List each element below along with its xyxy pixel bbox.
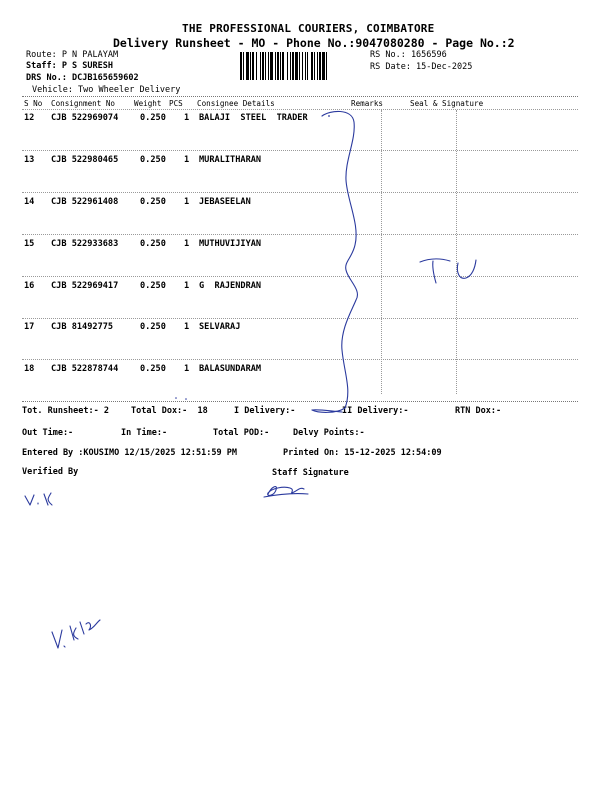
consignment-no: CJB 522969417 [51, 281, 119, 291]
staff-label: Staff: P S SURESH [26, 61, 113, 71]
verified-initials [25, 493, 52, 505]
consignment-no: CJB 81492775 [51, 322, 114, 332]
col-remarks: Remarks [351, 99, 384, 108]
route-label: Route: P N PALAYAM [26, 50, 119, 60]
bottom-scrawl [52, 620, 100, 648]
sno: 16 [24, 281, 35, 291]
pcs: 1 [184, 155, 190, 165]
col-consignee: Consignee Details [197, 99, 275, 108]
out-time: Out Time:- [22, 428, 74, 438]
pcs: 1 [184, 197, 190, 207]
weight: 0.250 [140, 281, 166, 291]
consignee: BALASUNDARAM [199, 364, 262, 374]
rs-date: RS Date: 15-Dec-2025 [370, 62, 473, 72]
pcs: 1 [184, 364, 190, 374]
col-consignment: Consignment No [51, 99, 116, 108]
pcs: 1 [184, 113, 190, 123]
sno: 12 [24, 113, 35, 123]
consignee: G RAJENDRAN [199, 281, 262, 291]
weight: 0.250 [140, 113, 166, 123]
total-runsheet: Tot. Runsheet:- 2 [22, 406, 109, 416]
sno: 14 [24, 197, 35, 207]
entered-by: Entered By :KOUSIMO 12/15/2025 12:51:59 PM [22, 448, 237, 458]
pcs: 1 [184, 239, 190, 249]
total-pod: Total POD:- [213, 428, 270, 438]
bracket-mark [312, 111, 357, 412]
weight: 0.250 [140, 364, 166, 374]
consignment-no: CJB 522980465 [51, 155, 119, 165]
in-time: In Time:- [121, 428, 168, 438]
rs-number: RS No.: 1656596 [370, 50, 447, 60]
sno: 15 [24, 239, 35, 249]
staff-signature-scribble [264, 487, 308, 497]
consignee: SELVARAJ [199, 322, 241, 332]
consignment-no: CJB 522878744 [51, 364, 119, 374]
company-title: THE PROFESSIONAL COURIERS, COIMBATORE [182, 22, 435, 35]
total-dox: Total Dox:- 18 [131, 406, 208, 416]
sno: 18 [24, 364, 35, 374]
consignee: MURALITHARAN [199, 155, 262, 165]
col-weight: Weight [134, 99, 162, 108]
tu-mark [420, 259, 476, 283]
delvy-points: Delvy Points:- [293, 428, 365, 438]
staff-signature-label: Staff Signature [272, 468, 349, 478]
ii-delivery: II Delivery:- [342, 406, 409, 416]
pcs: 1 [184, 281, 190, 291]
consignment-no: CJB 522969074 [51, 113, 119, 123]
consignee: JEBASEELAN [199, 197, 251, 207]
printed-on: Printed On: 15-12-2025 12:54:09 [283, 448, 442, 458]
col-seal: Seal & Signature [410, 99, 484, 108]
runsheet-subtitle: Delivery Runsheet - MO - Phone No.:9047080280 - Page No.:2 [113, 36, 515, 50]
consignee: MUTHUVIJIYAN [199, 239, 262, 249]
drs-number: DRS No.: DCJB165659602 [26, 73, 139, 83]
i-delivery: I Delivery:- [234, 406, 296, 416]
weight: 0.250 [140, 239, 166, 249]
pcs: 1 [184, 322, 190, 332]
consignee: BALAJI STEEL TRADER [199, 113, 308, 123]
sno: 13 [24, 155, 35, 165]
col-pcs: PCS [169, 99, 183, 108]
col-sno: S No [24, 99, 43, 108]
weight: 0.250 [140, 155, 166, 165]
consignment-no: CJB 522961408 [51, 197, 119, 207]
weight: 0.250 [140, 322, 166, 332]
sno: 17 [24, 322, 35, 332]
verified-by-label: Verified By [22, 467, 79, 477]
consignment-no: CJB 522933683 [51, 239, 119, 249]
rtn-dox: RTN Dox:- [455, 406, 502, 416]
weight: 0.250 [140, 197, 166, 207]
vehicle-label: Vehicle: Two Wheeler Delivery [32, 85, 181, 95]
